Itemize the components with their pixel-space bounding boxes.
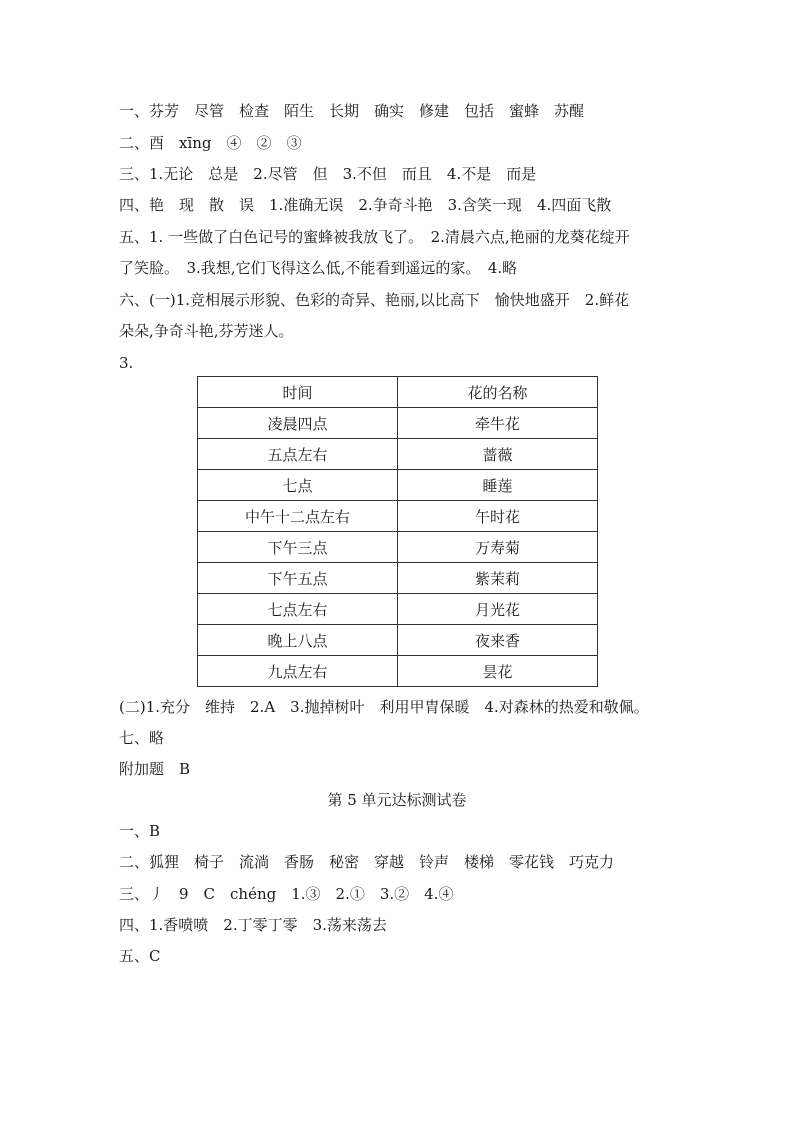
answer-line-5: 五、1. 一些做了白色记号的蜜蜂被我放飞了。 2.清晨六点,艳丽的龙葵花绽开 <box>119 228 630 246</box>
table-row <box>198 563 598 594</box>
flower-cell: 睡莲 <box>398 470 598 501</box>
table-row <box>198 594 598 625</box>
flower-cell: 月光花 <box>398 594 598 625</box>
time-cell: 五点左右 <box>198 439 398 470</box>
time-cell: 七点左右 <box>198 594 398 625</box>
time-cell: 凌晨四点 <box>198 408 398 439</box>
answer-line-9: 3. <box>119 354 134 372</box>
header-time: 时间 <box>198 377 398 408</box>
section-line-1: 一、B <box>119 822 161 840</box>
table-row <box>198 656 598 687</box>
table-row <box>198 532 598 563</box>
section-line-5: 五、C <box>119 947 161 965</box>
answer-line-7: 六、(一)1.竞相展示形貌、色彩的奇异、艳丽,以比高下 愉快地盛开 2.鲜花 <box>119 291 630 309</box>
flower-cell: 午时花 <box>398 501 598 532</box>
answer-line-3: 三、1.无论 总是 2.尽管 但 3.不但 而且 4.不是 而是 <box>119 165 537 183</box>
table-header-row <box>198 377 598 408</box>
answer-line-11: 七、略 <box>119 729 165 747</box>
time-cell: 九点左右 <box>198 656 398 687</box>
time-cell: 中午十二点左右 <box>198 501 398 532</box>
table-row <box>198 625 598 656</box>
time-cell: 晚上八点 <box>198 625 398 656</box>
flower-cell: 牵牛花 <box>398 408 598 439</box>
answer-line-1: 一、芬芳 尽管 检查 陌生 长期 确实 修建 包括 蜜蜂 苏醒 <box>119 102 585 120</box>
table-row <box>198 470 598 501</box>
answer-line-6: 了笑脸。 3.我想,它们飞得这么低,不能看到遥远的家。 4.略 <box>119 259 518 277</box>
flower-cell: 夜来香 <box>398 625 598 656</box>
flower-cell: 万寿菊 <box>398 532 598 563</box>
flower-cell: 紫茉莉 <box>398 563 598 594</box>
section-line-4: 四、1.香喷喷 2.丁零丁零 3.荡来荡去 <box>119 916 387 934</box>
table-row <box>198 501 598 532</box>
answer-line-12: 附加题 B <box>119 760 191 778</box>
table-row <box>198 408 598 439</box>
section-line-3: 三、丿 9 C chéng 1.③ 2.① 3.② 4.④ <box>119 885 454 903</box>
flower-cell: 蔷薇 <box>398 439 598 470</box>
flower-time-table <box>197 376 598 687</box>
table-row <box>198 439 598 470</box>
time-cell: 七点 <box>198 470 398 501</box>
time-cell: 下午五点 <box>198 563 398 594</box>
section-title: 第 5 单元达标测试卷 <box>327 791 467 809</box>
header-flower-name: 花的名称 <box>398 377 598 408</box>
section-line-2: 二、狐狸 椅子 流淌 香肠 秘密 穿越 铃声 楼梯 零花钱 巧克力 <box>119 853 615 871</box>
answer-line-8: 朵朵,争奇斗艳,芬芳迷人。 <box>119 322 294 340</box>
answer-line-4: 四、艳 现 散 误 1.准确无误 2.争奇斗艳 3.含笑一现 4.四面飞散 <box>119 196 612 214</box>
answer-line-10: (二)1.充分 维持 2.A 3.抛掉树叶 利用甲胄保暖 4.对森林的热爱和敬佩。 <box>119 698 649 716</box>
answer-line-2: 二、酉 xīng ④ ② ③ <box>119 134 302 152</box>
flower-cell: 昙花 <box>398 656 598 687</box>
time-cell: 下午三点 <box>198 532 398 563</box>
